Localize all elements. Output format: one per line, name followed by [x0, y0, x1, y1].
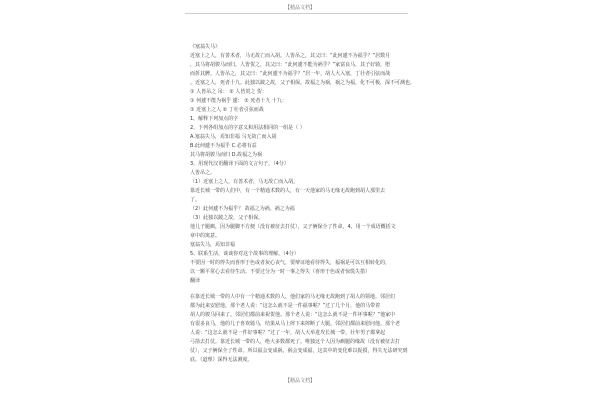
option-line: A.塞翁失马，焉知非福 马无故亡而入胡	[190, 134, 277, 140]
answer-line: 以一颗平常心去看待生活。不要过分为一时一事之得失（喜形于色或者惊慌失措）	[190, 269, 371, 275]
body-line: （2）此何遽不为福乎？ 故福之为祸，祸之为福	[190, 206, 295, 212]
question-line: 2、下列各组加点的字意义和用法相同的一组是（ ）	[190, 125, 305, 131]
body-line: （1）近塞上之人，有善术者，马无故亡而入胡。	[190, 179, 299, 185]
option-line: B.此何遽不为福乎 C.必将有益	[190, 143, 257, 149]
answer-line: 章中的寓意。	[190, 233, 221, 239]
translation-line: 底。（道理）深得无法测度。	[190, 357, 253, 363]
body-line: ① 近塞上之人 ② 丁壮者引弦而战	[190, 107, 264, 113]
answer-line: 塞翁失马，焉知非福	[190, 242, 236, 248]
passage-title: 《塞翁失马》	[190, 44, 221, 50]
translation-line: 都为此来安慰他。那个老人说：“这怎么就不是一件福事呢？”过了几个月，他的马带着	[190, 303, 381, 309]
body-line: （3）此独以跛之故，父子相保。	[190, 215, 264, 221]
translation-line: 有很多良马，他的儿子喜欢骑马，结果从马上摔下来摔断了大腿。邻居们都前来慰问他。那个老	[190, 321, 401, 327]
option-line: 其马将胡骏马而归 D.故福之为祸	[190, 152, 263, 158]
body-line: 。近塞之人，死者十九。此独以跛之故，父子相保。故福之为祸，祸之为福，化不可极，深不可测也。	[190, 80, 416, 86]
question-line: 5、联系生活，谈谈你对这个故事的理解。（4分）	[190, 251, 299, 257]
answer-line: 靠近长城一带的人们中，有一个精通术数的人，有一天他家的马无缘无故跑到胡人那里去	[190, 188, 386, 194]
section-heading: 翻译	[190, 278, 201, 284]
body-line: 近塞上之人，有善术者，马无故亡而入胡。人皆吊之，其父曰：“此何遽不为福乎？”居数月	[190, 53, 391, 59]
translation-line: 人说：“这怎么就不是一件好事呢？”过了一年，胡人大举进攻长城一带，壮年男子都拿起	[190, 330, 386, 336]
body-line: 而折其髀。人皆吊之，其父曰：“此何遽不为福乎？”居一年，胡人大入塞，丁壮者引弦而战	[190, 71, 391, 77]
translation-line: 在靠近长城一带的人中有一个精通术数的人，他们家的马无缘无故跑到了胡人的领地。邻居们	[190, 294, 396, 300]
translation-line: 弓箭去打仗。靠近长城一带的人，绝大多数都死了。唯独这个人因为瘸腿的缘故（没有被征去打	[190, 339, 401, 345]
body-line: ① 人皆吊之 吊： ② 人皆贺之 贺：	[190, 89, 267, 95]
page-header: 【精品文档】	[284, 5, 315, 11]
body-line: 人皆吊之。	[190, 170, 216, 176]
translation-line: 仗），父子俩保全了性命。所以福会变成祸，祸会变成福，这其中的变化难以捉摸，得失无法研究到	[190, 348, 408, 354]
body-line: ① 何遽不能为祸乎 遽： ② 死者十九 十九：	[190, 98, 287, 104]
body-line: ，其马将胡骏马而归。人皆贺之，其父曰：“此何遽不能为祸乎？”家富良马，其子好骑，堕	[190, 62, 391, 68]
translation-line: 胡人的骏马回来了。邻居们都前来祝贺他。那个老人说：“这怎么就不是一件坏事呢？”他家中	[190, 312, 396, 318]
answer-line: 了。	[190, 197, 201, 203]
question-line: 3、用现代汉语翻译下面的文言句子。（4分）	[190, 161, 289, 167]
answer-line: 他儿子腿瘸，因为腿脚不方便（没有被征去打仗），父子俩保全了性命。4、用一个成语概括文	[190, 224, 396, 230]
question-line: 1、解释下列加点的字	[190, 116, 239, 122]
answer-line: 不要因一时的得失而喜形于色或者灰心丧气，要辩证地看待得失，福祸是可以互相转化的，	[190, 260, 391, 266]
page-footer: 【精品文档】	[284, 378, 315, 384]
